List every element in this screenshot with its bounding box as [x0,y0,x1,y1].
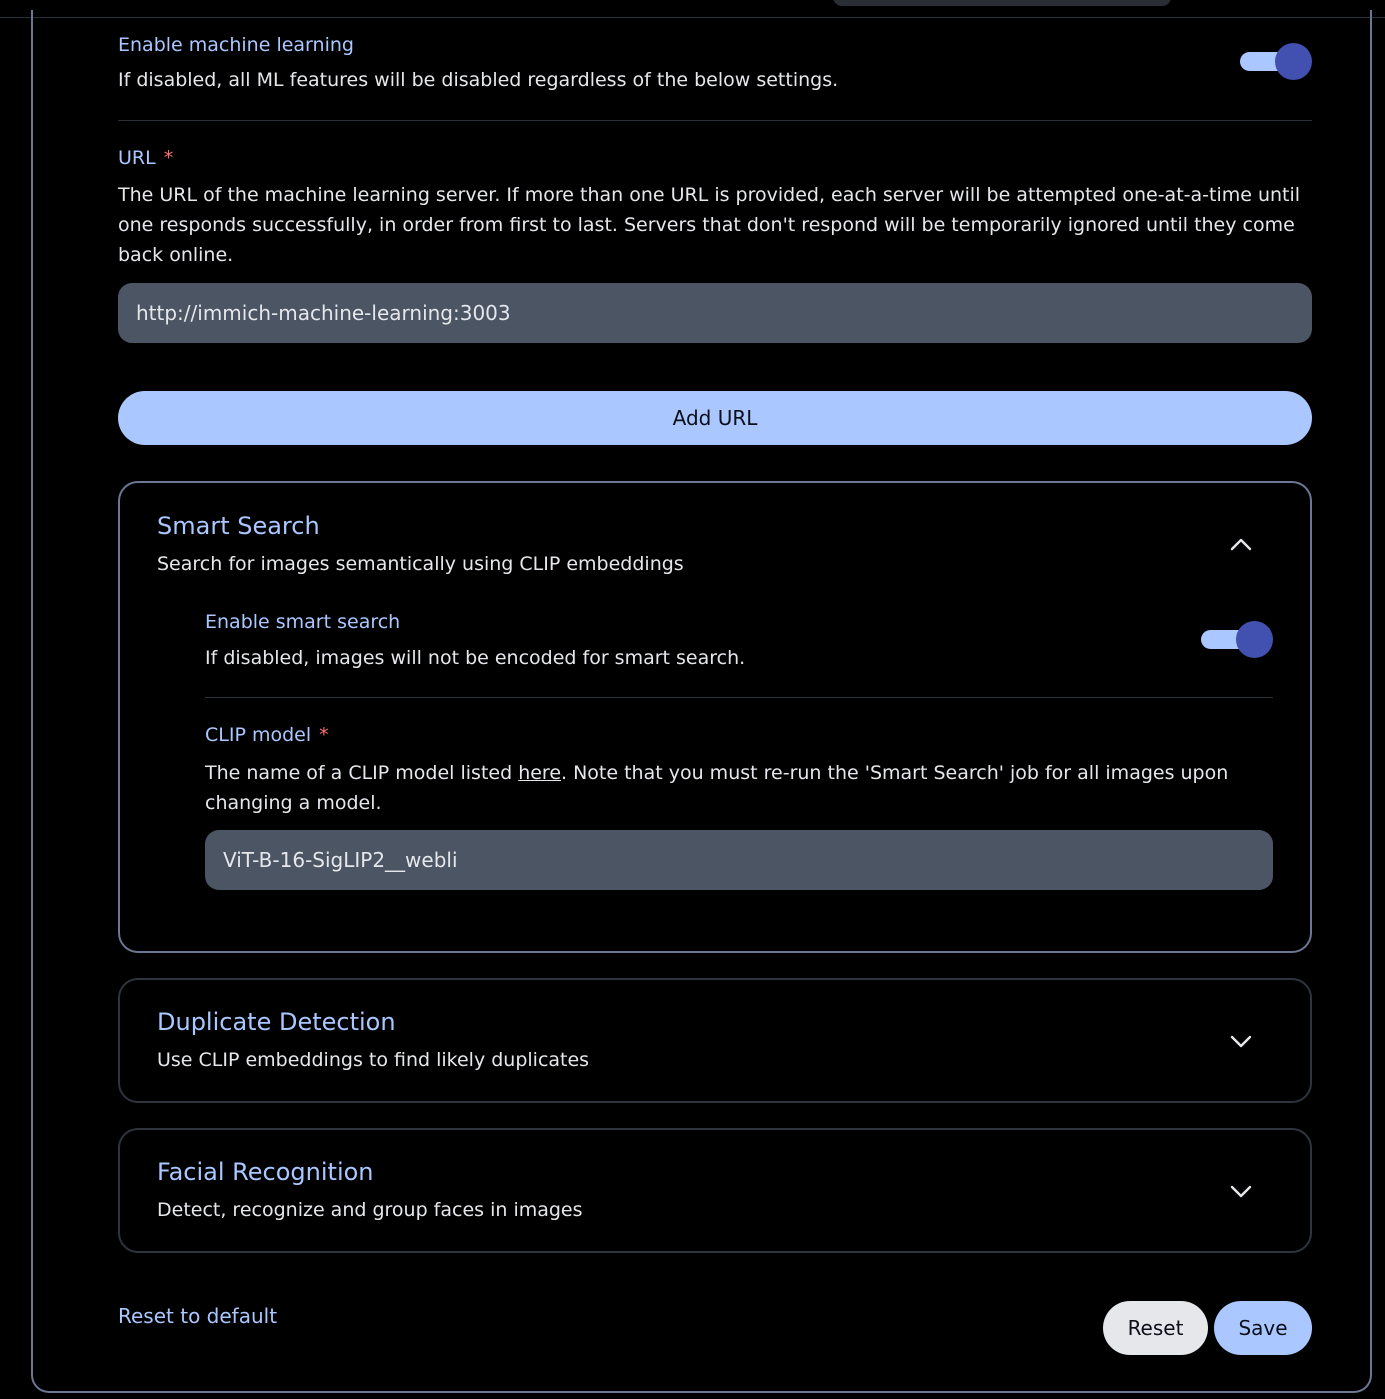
smart-search-title: Smart Search [157,512,320,540]
facial-recognition-section[interactable] [118,1128,1312,1253]
search-bar-edge[interactable] [833,0,1171,6]
url-description: The URL of the machine learning server. If more than one URL is provided, each server will be attempted one-at-a-time until one responds successfully, in order from first to last. Servers that don't respond will be temporarily ignored until they come back online. [118,184,1301,266]
enable-ml-description: If disabled, all ML features will be disabled regardless of the below settings. [118,69,839,91]
divider [118,120,1312,121]
enable-smart-search-label: Enable smart search [205,611,401,633]
facial-recognition-subtitle: Detect, recognize and group faces in images [157,1199,583,1221]
facial-recognition-title: Facial Recognition [157,1158,374,1186]
url-input[interactable] [118,283,1312,343]
chevron-down-icon[interactable] [1226,1026,1256,1056]
enable-smart-search-description: If disabled, images will not be encoded for smart search. [205,647,746,669]
toggle-knob [1275,43,1312,80]
clip-model-description [205,758,1273,818]
clip-model-input[interactable] [205,830,1273,890]
clip-model-label-text: CLIP model [205,724,312,746]
reset-button[interactable]: Reset [1103,1301,1208,1355]
divider [205,697,1273,698]
save-button[interactable]: Save [1214,1301,1312,1355]
toggle-knob [1236,621,1273,658]
required-marker: * [163,147,174,169]
smart-search-subtitle: Search for images semantically using CLIP embeddings [157,553,684,575]
add-url-button[interactable]: Add URL [118,391,1312,445]
enable-ml-toggle[interactable] [1240,43,1312,81]
url-label-text: URL [118,147,156,169]
clip-desc-text: The name of a CLIP model listed [205,762,519,784]
clip-model-label [205,724,329,746]
duplicate-detection-subtitle: Use CLIP embeddings to find likely duplicates [157,1049,590,1071]
reset-to-default-button[interactable]: Reset to default [118,1304,278,1328]
required-marker: * [319,724,329,746]
enable-ml-label: Enable machine learning [118,34,354,56]
smart-search-section [118,481,1312,953]
duplicate-detection-section[interactable] [118,978,1312,1103]
chevron-down-icon[interactable] [1226,1176,1256,1206]
chevron-up-icon[interactable] [1226,529,1256,559]
clip-models-link[interactable]: here [518,762,562,784]
enable-smart-search-toggle[interactable] [1201,621,1273,659]
url-label [118,147,173,169]
clip-desc-text-after: . Note that you must re-run the 'Smart Search' job for all images upon changing a model. [205,762,1229,814]
duplicate-detection-title: Duplicate Detection [157,1008,396,1036]
